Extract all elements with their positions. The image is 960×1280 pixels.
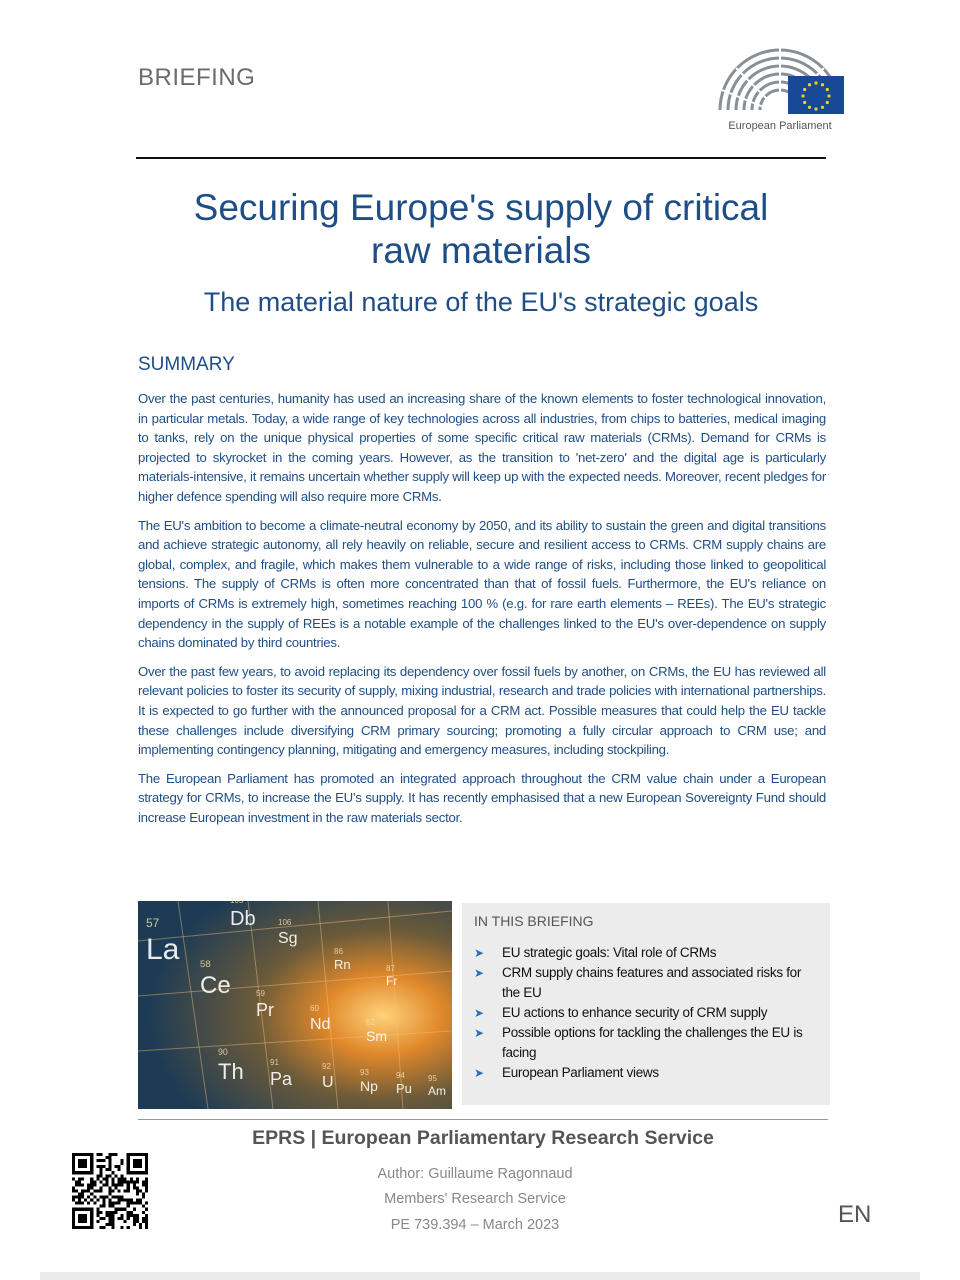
summary-paragraph: The European Parliament has promoted an integrated approach throughout the CRM value chain under a European strategy for CRMs, to increase the EU's supply. It has recently emphasised that a new European Sovereignty Fund should increase European investment in the raw materials sector. bbox=[138, 770, 826, 825]
contents-item: ➤ EU strategic goals: Vital role of CRMs bbox=[472, 943, 822, 963]
element-symbol: Fr bbox=[386, 974, 398, 988]
contents-heading: IN THIS BRIEFING bbox=[474, 913, 594, 929]
arrow-bullet-icon: ➤ bbox=[474, 946, 484, 960]
arrow-bullet-icon: ➤ bbox=[474, 1026, 484, 1040]
arrow-bullet-icon: ➤ bbox=[474, 1066, 484, 1080]
element-symbol: La bbox=[146, 933, 180, 966]
element-symbol: Pa bbox=[270, 1069, 293, 1089]
contents-item: ➤ European Parliament views bbox=[472, 1063, 822, 1083]
language-code: EN bbox=[838, 1201, 872, 1228]
page-bottom-strip bbox=[40, 1272, 920, 1280]
element-number: 59 bbox=[256, 989, 265, 998]
header-divider bbox=[136, 157, 826, 159]
element-number: 91 bbox=[270, 1058, 279, 1067]
research-service: Members' Research Service bbox=[384, 1191, 566, 1207]
element-number: 105 bbox=[230, 896, 244, 905]
element-symbol: Th bbox=[218, 1059, 244, 1084]
parliament-hemicycle-icon bbox=[716, 40, 844, 118]
element-number: 94 bbox=[396, 1071, 405, 1080]
arrow-bullet-icon: ➤ bbox=[474, 1006, 484, 1020]
page-subtitle: The material nature of the EU's strategic goals bbox=[203, 287, 759, 317]
contents-item: ➤ CRM supply chains features and associated risks for the EU bbox=[474, 965, 802, 1000]
title-line-2: raw materials bbox=[371, 230, 591, 271]
page-title bbox=[136, 186, 826, 272]
contents-item: ➤ Possible options for tackling the challenges the EU is facing bbox=[474, 1025, 803, 1060]
element-number: 58 bbox=[200, 959, 211, 970]
element-number: 93 bbox=[360, 1068, 369, 1077]
element-symbol: Pu bbox=[396, 1081, 412, 1096]
element-symbol: Rn bbox=[334, 957, 351, 972]
element-number: 95 bbox=[428, 1074, 437, 1083]
periodic-table-image bbox=[138, 896, 452, 1109]
summary-text bbox=[138, 389, 826, 836]
summary-paragraph: Over the past centuries, humanity has used an increasing share of the known elements to foster technological innovation, in particular metals. Today, a wide range of key technologies across all industries, from chips to batteries, medical imaging to tanks, rely on the unique physical properties of some specific critical raw materials (CRMs). Demand for CRMs is projected to skyrocket in the coming years. However, as the transition to 'net-zero' and the digital age is particularly materials-intensive, it remains uncertain whether supply will keep up with the expected needs. Moreover, recent pledges for higher defence spending will also require more CRMs. bbox=[138, 391, 826, 504]
element-number: 62 bbox=[366, 1018, 375, 1027]
element-number: 106 bbox=[278, 918, 292, 927]
eprs-organisation: EPRS | European Parliamentary Research Service bbox=[252, 1127, 714, 1149]
element-symbol: Am bbox=[428, 1084, 446, 1098]
title-line-1: Securing Europe's supply of critical bbox=[193, 187, 769, 228]
element-symbol: Pr bbox=[256, 1000, 274, 1020]
author-name: Author: Guillaume Ragonnaud bbox=[377, 1166, 573, 1182]
logo-caption: European Parliament bbox=[728, 120, 832, 132]
element-symbol: U bbox=[322, 1074, 334, 1091]
element-symbol: Sg bbox=[278, 930, 298, 947]
contents-item: ➤ EU actions to enhance security of CRM supply bbox=[472, 1003, 822, 1023]
element-symbol: Ce bbox=[200, 972, 231, 999]
briefing-label: BRIEFING bbox=[138, 64, 256, 91]
european-parliament-logo bbox=[712, 40, 848, 140]
summary-heading: SUMMARY bbox=[138, 354, 235, 375]
qr-code-icon[interactable] bbox=[72, 1153, 148, 1229]
element-number: 92 bbox=[322, 1062, 331, 1071]
element-number: 87 bbox=[386, 964, 395, 973]
summary-paragraph: The EU's ambition to become a climate-neutral economy by 2050, and its ability to sustain the green and digital transitions and achieve strategic autonomy, all rely heavily on reliable, secure and resilient access to CRMs. CRM supply chains are global, complex, and fragile, which makes them vulnerable to a wide range of risks, including those linked to geopolitical tensions. The supply of CRMs is often more concentrated than that of fossil fuels. Furthermore, the EU's reliance on imports of CRMs is extremely high, sometimes reaching 100 % (e.g. for rare earth elements – REEs). The EU's strategic dependency in the supply of REEs is a notable example of the challenges linked to the EU's over-dependence on supply chains dominated by third countries. bbox=[138, 517, 826, 651]
footer-divider bbox=[138, 1119, 828, 1120]
document-reference: PE 739.394 – March 2023 bbox=[390, 1217, 560, 1233]
element-symbol: Sm bbox=[366, 1028, 387, 1044]
element-number: 60 bbox=[310, 1004, 319, 1013]
in-this-briefing-box bbox=[462, 903, 830, 1105]
arrow-bullet-icon: ➤ bbox=[474, 966, 484, 980]
element-number: 57 bbox=[146, 916, 160, 930]
contents-list bbox=[472, 943, 822, 1083]
element-symbol: Nd bbox=[310, 1016, 331, 1033]
summary-paragraph: Over the past few years, to avoid replacing its dependency over fossil fuels by another, on CRMs, the EU has reviewed all relevant policies to foster its security of supply, mixing industrial, research and trade policies with international partnerships. It is expected to go further with the announced proposal for a CRM act. Possible measures that could help the EU tackle these challenges include diversifying CRM primary sourcing; promoting a fully circular approach to CRM use; and implementing contingency planning, mitigating and emergency measures, including stockpiling. bbox=[138, 663, 826, 758]
element-number: 90 bbox=[218, 1047, 228, 1057]
element-number: 86 bbox=[334, 947, 343, 956]
element-symbol: Db bbox=[230, 908, 256, 930]
element-symbol: Np bbox=[360, 1078, 378, 1094]
